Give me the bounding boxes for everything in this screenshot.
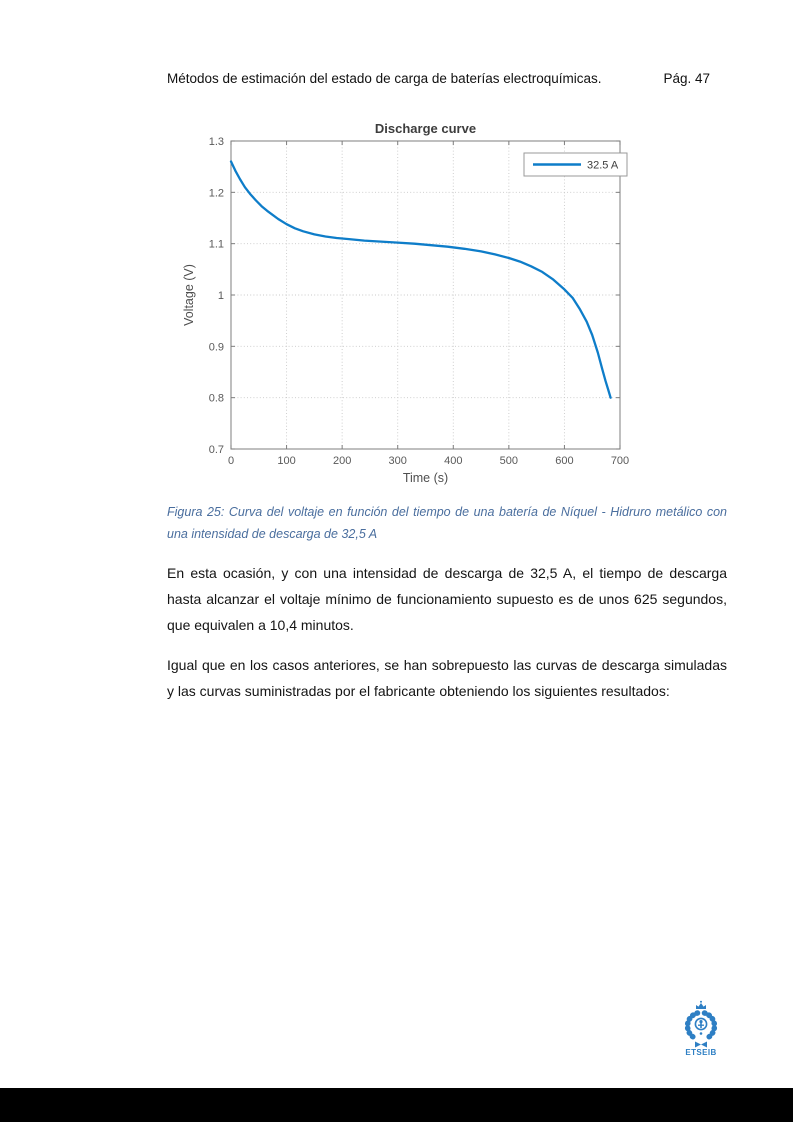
chart-svg [167,118,667,490]
x-tick-label: 300 [388,455,407,467]
crown-icon [696,1003,706,1009]
running-header [167,71,710,86]
emblem-dot [700,1032,703,1035]
legend-label: 32.5 A [587,159,619,172]
paragraph: Igual que en los casos anteriores, se han sobrepuesto las curvas de descarga simuladas y las curvas suministradas por el fabricante obteniendo los siguientes resultados: [167,657,727,699]
header-title: Métodos de estimación del estado de carga de baterías electroquímicas. [167,71,602,86]
crown-dot [700,1001,702,1003]
x-tick-label: 200 [332,455,352,467]
chart-title: Discharge curve [374,121,477,136]
x-tick-label: 400 [444,455,463,467]
y-tick-label: 0.8 [208,392,224,405]
page-number: Pág. 47 [663,71,710,86]
bow-left [695,1042,701,1048]
y-tick-label: 0.7 [208,444,224,456]
y-tick-label: 1.1 [208,238,224,251]
footer-black-bar [0,1088,793,1122]
etseib-emblem-icon [677,1000,725,1056]
y-tick-label: 0.9 [208,341,224,354]
discharge-curve-figure [167,118,667,490]
x-tick-label: 500 [499,455,519,467]
y-tick-label: 1 [217,290,224,302]
y-tick-label: 1.3 [208,136,224,148]
etseib-logo [677,1000,725,1056]
paragraph: En esta ocasión, y con una intensidad de descarga de 32,5 A, el tiempo de descarga hasta alcanzar el voltaje mínimo de funcionamiento supuesto es de unos 625 segundos, que equivalen a 10,4 minutos. [167,565,727,633]
chart-xlabel: Time (s) [402,471,449,485]
body-text [167,560,727,718]
y-tick-label: 1.2 [208,187,224,200]
figure-caption: Figura 25: Curva del voltaje en función del tiempo de una batería de Níquel - Hidruro metálico con una intensidad de descarga de 32,5 A [167,505,727,541]
chart-series-line [231,162,611,398]
chart-ylabel: Voltage (V) [182,264,196,326]
emblem-head [699,1020,702,1023]
x-tick-label: 100 [277,455,296,467]
x-tick-label: 0 [227,455,235,467]
logo-wordmark: ETSEIB [685,1048,717,1056]
x-tick-label: 600 [555,455,574,467]
x-tick-label: 700 [610,455,630,467]
bow-right [701,1042,707,1048]
